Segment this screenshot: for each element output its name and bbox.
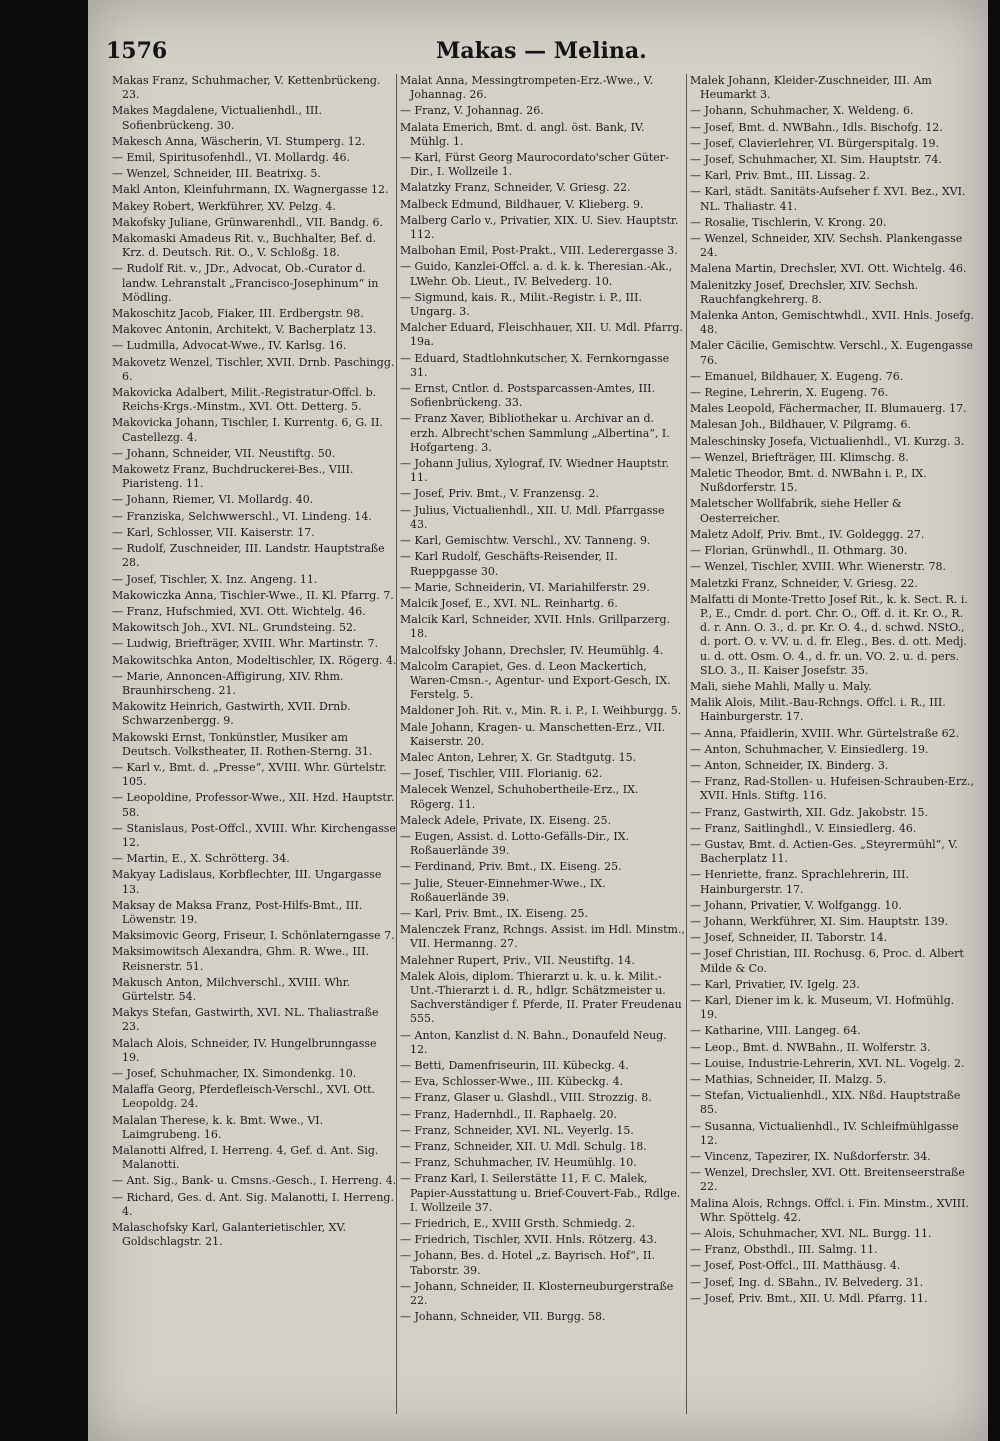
directory-entry: — Karl, Gemischtw. Verschl., XV. Tanneng. 9. [400,534,651,548]
directory-entry: Makowetz Franz, Buchdruckerei-Bes., VIII. Piaristeng. 11. [112,463,354,491]
directory-entry: Makovec Antonin, Architekt, V. Bacherplatz 13. [112,323,377,337]
directory-entry: — Josef, Tischler, X. Inz. Angeng. 11. [112,572,318,586]
directory-entry: — Marie, Schneiderin, VI. Mariahilferstr. 29. [400,580,650,594]
directory-entry: Malina Alois, Rchngs. Offcl. i. Fin. Minstm., XVIII. Whr. Spöttelg. 42. [690,1196,969,1224]
directory-entry: — Karl, städt. Sanitäts-Aufseher f. XVI. Bez., XVI. NL. Thaliastr. 41. [690,185,966,213]
directory-entry: — Karl v., Bmt. d. „Presse“, XVIII. Whr. Gürtelstr. 105. [112,760,387,789]
directory-entry: — Franz Xaver, Bibliothekar u. Archivar an d. erzh. Albrecht'schen Sammlung „Albertina“, I. Hofgarteng. 3. [400,412,670,454]
directory-entry: — Stefan, Victualienhdl., XIX. Nßd. Hauptstraße 85. [690,1089,961,1117]
directory-entry: Malcolfsky Johann, Drechsler, IV. Heumühlg. 4. [400,643,664,657]
directory-entry: — Franz, Rad-Stollen- u. Hufeisen-Schrauben-Erz., XVII. Hnls. Stiftg. 116. [690,775,975,803]
directory-entry: Malehner Rupert, Priv., VII. Neustiftg. 14. [400,953,635,967]
directory-entry: — Ferdinand, Priv. Bmt., IX. Eiseng. 25. [400,860,622,874]
directory-entry: — Louise, Industrie-Lehrerin, XVI. NL. Vogelg. 2. [690,1056,965,1070]
directory-entry: Malcolm Carapiet, Ges. d. Leon Mackertich, Waren-Cmsn.-, Agentur- und Export-Gesch, IX. Ferstelg. 5. [400,659,671,702]
directory-entry: — Gustav, Bmt. d. Actien-Ges. „Steyrermühl“, V. Bacherplatz 11. [690,837,958,866]
directory-entry: — Josef, Tischler, VIII. Florianig. 62. [400,767,603,781]
directory-entry: Maldoner Joh. Rit. v., Min. R. i. P., I. Weihburgg. 5. [400,704,682,718]
directory-entry: Malenczek Franz, Rchngs. Assist. im Hdl. Minstm., VII. Hermanng. 27. [400,923,685,951]
directory-entry: — Marie, Annoncen-Affigirung, XIV. Rhm. Braunhirscheng. 21. [112,669,344,697]
directory-entry: — Franz, Gastwirth, XII. Gdz. Jakobstr. 15. [690,805,928,819]
directory-entry: — Friedrich, E., XVIII Grsth. Schmiedg. 2. [400,1217,636,1231]
directory-entry: — Florian, Grünwhdl., II. Othmarg. 30. [690,544,908,558]
directory-entry: — Ernst, Cntlor. d. Postsparcassen-Amtes, III. Sofienbrückeng. 33. [400,382,656,410]
directory-entry: Makes Magdalene, Victualienhdl., III. Sofienbrückeng. 30. [112,104,323,132]
directory-entry: — Rudolf Rit. v., JDr., Advocat, Ob.-Curator d. landw. Lehranstalt „Francisco-Josephinum“ in Mödling. [112,262,379,304]
directory-entry: — Franz, Schuhmacher, IV. Heumühlg. 10. [400,1156,637,1170]
directory-entry: — Rudolf, Zuschneider, III. Landstr. Hauptstraße 28. [112,542,385,570]
directory-entry: — Martin, E., X. Schrötterg. 34. [112,852,290,866]
directory-entry: — Johann Julius, Xylograf, IV. Wiedner Hauptstr. 11. [400,457,670,485]
directory-entry: Makomaski Amadeus Rit. v., Buchhalter, Bef. d. Krz. d. Deutsch. Rit. O., V. Schloßg. 18. [112,232,377,260]
directory-entry: Maleck Adele, Private, IX. Eiseng. 25. [400,813,612,827]
directory-entry: — Johann, Werkführer, XI. Sim. Hauptstr. 139. [690,914,949,928]
directory-entry: Malfatti di Monte-Tretto Josef Rit., k. k. Sect. R. i. P., E., Cmdr. d. port. Chr. O., Off. d. it. Kr. O., R. d. r. Ann. O. 3., d. pr. Kr. O. 4., d. schwd. NStO., d. port. O. v. VV. u. d. fr. Eleg., Bes. d. ott. Medj. u. d. ott. Osm. O. 4., d. fr. un. VO. 2. u. d. pers. SLO. 3., II. Kaiser Josefstr. 35. [690,592,968,677]
directory-entry: Maksay de Maksa Franz, Post-Hilfs-Bmt., III. Löwenstr. 19. [112,898,363,926]
directory-entry: — Karl Rudolf, Geschäfts-Reisender, II. Rueppgasse 30. [400,550,618,578]
directory-entry: — Josef, Priv. Bmt., V. Franzensg. 2. [400,487,599,501]
directory-entry: Malalan Therese, k. k. Bmt. Wwe., VI. Laimgrubeng. 16. [112,1113,324,1141]
directory-entry: — Josef, Bmt. d. NWBahn., Idls. Bischofg. 12. [690,120,943,134]
directory-entry: Malanotti Alfred, I. Herreng. 4, Gef. d. Ant. Sig. Malanotti. [112,1144,379,1172]
directory-entry: — Katharine, VIII. Langeg. 64. [690,1024,861,1038]
directory-entry: Malenka Anton, Gemischtwhdl., XVII. Hnls. Josefg. 48. [690,309,974,337]
directory-entry: — Julius, Victualienhdl., XII. U. Mdl. Pfarrgasse 43. [400,503,665,531]
directory-entry: — Franz, V. Johannag. 26. [400,104,544,118]
directory-entry: — Franz, Schneider, XVI. NL. Veyerlg. 15. [400,1123,634,1137]
directory-entry: Malek Alois, diplom. Thierarzt u. k. u. k. Milit.-Unt.-Thierarzt i. d. R., hdlgr. Schätzmeister u. Sachverständiger f. Pferde, II. Prater Freudenau 555. [400,969,682,1026]
directory-entry: — Josef, Ing. d. SBahn., IV. Belvederg. 31. [690,1275,924,1289]
directory-entry: Makey Robert, Werkführer, XV. Pelzg. 4. [112,199,336,213]
directory-entry: — Emil, Spiritusofenhdl., VI. Mollardg. 46. [112,151,351,165]
directory-entry: — Franziska, Selchwwerschl., VI. Lindeng. 14. [112,509,372,523]
directory-entry: — Josef, Schuhmacher, IX. Simondenkg. 10. [112,1067,357,1080]
directory-entry: — Wenzel, Tischler, XVIII. Whr. Wienerstr. 78. [690,560,946,574]
directory-entry: — Ludmilla, Advocat-Wwe., IV. Karlsg. 16. [112,339,347,353]
directory-entry: Makusch Anton, Milchverschl., XVIII. Whr. Gürtelstr. 54. [112,975,351,1003]
directory-entry: Makofsky Juliane, Grünwarenhdl., VII. Bandg. 6. [112,215,383,229]
directory-entry: — Franz, Glaser u. Glashdl., VIII. Strozzig. 8. [400,1091,652,1105]
directory-entry: — Johann, Schneider, II. Klosterneuburgerstraße 22. [400,1279,674,1308]
directory-entry: — Karl, Privatier, IV. Igelg. 23. [690,977,860,991]
directory-entry: — Josef Christian, III. Rochusg. 6, Proc. d. Albert Milde & Co. [690,947,964,975]
directory-entry: — Richard, Ges. d. Ant. Sig. Malanotti, I. Herreng. 4. [112,1190,394,1218]
directory-entry: Malat Anna, Messingtrompeten-Erz.-Wwe., V. Johannag. 26. [400,74,654,102]
directory-entry: — Wenzel, Drechsler, XVI. Ott. Breitenseerstraße 22. [690,1166,965,1194]
directory-entry: Maksimovic Georg, Friseur, I. Schönlaterngasse 7. [112,929,395,943]
directory-entry: — Anna, Pfaidlerin, XVIII. Whr. Gürtelstraße 62. [690,726,960,740]
directory-entry: — Johann, Schuhmacher, X. Weldeng. 6. [690,104,914,118]
directory-entry: — Josef, Schneider, II. Taborstr. 14. [690,931,888,945]
directory-entry: — Mathias, Schneider, II. Malzg. 5. [690,1073,887,1086]
column-middle [400,74,685,1414]
directory-entry: Makowitsch Joh., XVI. NL. Grundsteing. 52. [112,621,357,635]
directory-entry: Malbeck Edmund, Bildhauer, V. Klieberg. 9. [400,197,644,211]
directory-entry: — Sigmund, kais. R., Milit.-Registr. i. P., III. Ungarg. 3. [400,290,642,319]
directory-entry: — Vincenz, Tapezirer, IX. Nußdorferstr. 34. [690,1150,931,1164]
directory-entry: — Franz, Saitlinghdl., V. Einsiedlerg. 46. [690,821,917,835]
directory-entry: — Johann, Schneider, VII. Burgg. 58. [400,1310,606,1324]
directory-entry: — Franz, Schneider, XII. U. Mdl. Schulg. 18. [400,1140,647,1154]
directory-entry: — Karl, Priv. Bmt., III. Lissag. 2. [690,169,870,183]
directory-entry: Makl Anton, Kleinfuhrmann, IX. Wagnergasse 12. [112,183,389,197]
directory-entry: Malesan Joh., Bildhauer, V. Pilgramg. 6. [690,418,911,432]
directory-entry: Malecek Wenzel, Schuhobertheile-Erz., IX. Rögerg. 11. [400,783,639,811]
directory-entry: Makovicka Adalbert, Milit.-Registratur-Offcl. b. Reichs-Krgs.-Minstm., XVI. Ott. Detterg. 5. [112,386,377,414]
directory-entry: Makowitschka Anton, Modeltischler, IX. Rögerg. 4. [112,653,397,667]
directory-entry: Maletic Theodor, Bmt. d. NWBahn i. P., IX. Nußdorferstr. 15. [690,467,927,495]
directory-entry: Malberg Carlo v., Privatier, XIX. U. Siev. Hauptstr. 112. [400,213,679,242]
directory-entry: — Rosalie, Tischlerin, V. Krong. 20. [690,215,887,229]
directory-entry: Maler Cäcilie, Gemischtw. Verschl., X. Eugengasse 76. [690,339,974,367]
directory-entry: — Franz, Hufschmied, XVI. Ott. Wichtelg. 46. [112,604,366,618]
directory-entry: Maksimowitsch Alexandra, Ghm. R. Wwe., III. Reisnerstr. 51. [112,945,369,973]
directory-entry: — Johann, Schneider, VII. Neustiftg. 50. [112,446,336,460]
directory-entry: Malatzky Franz, Schneider, V. Griesg. 22. [400,181,631,195]
directory-entry: Male Johann, Kragen- u. Manschetten-Erz., VII. Kaiserstr. 20. [400,720,666,748]
column-right [690,74,975,1414]
directory-entry: — Betti, Damenfriseurin, III. Kübeckg. 4. [400,1059,629,1072]
directory-entry: — Eugen, Assist. d. Lotto-Gefälls-Dir., IX. Roßauerlände 39. [400,829,630,858]
directory-entry: Malata Emerich, Bmt. d. angl. öst. Bank, IV. Mühlg. 1. [400,120,645,148]
directory-entry: Malaffa Georg, Pferdefleisch-Verschl., XVI. Ott. Leopoldg. 24. [112,1083,376,1111]
directory-entry: Malik Alois, Milit.-Bau-Rchngs. Offcl. i. R., III. Hainburgerstr. 17. [690,696,946,724]
directory-entry: Makovetz Wenzel, Tischler, XVII. Drnb. Paschingg. 6. [112,355,395,383]
page-number: 1576 [106,38,168,64]
directory-entry: — Julie, Steuer-Einnehmer-Wwe., IX. Roßauerlände 39. [400,876,606,904]
directory-entry: Maletscher Wollfabrik, siehe Heller & Oesterreicher. [690,497,902,525]
directory-entry: — Josef, Clavierlehrer, VI. Bürgerspitalg. 19. [690,136,940,150]
directory-entry: — Franz Karl, I. Seilerstätte 11, F. C. Malek, Papier-Ausstattung u. Brief-Couvert-Fab., Rdlge. I. Wollzeile 37. [400,1172,681,1214]
directory-entry: — Johann, Privatier, V. Wolfgangg. 10. [690,898,902,912]
directory-entry: — Regine, Lehrerin, X. Eugeng. 76. [690,386,889,400]
directory-entry: — Anton, Schneider, IX. Binderg. 3. [690,758,889,772]
directory-entry: — Johann, Riemer, VI. Mollardg. 40. [112,493,314,507]
directory-entry: Makesch Anna, Wäscherin, VI. Stumperg. 12. [112,134,366,148]
directory-entry: — Karl, Diener im k. k. Museum, VI. Hofmühlg. 19. [690,993,955,1022]
directory-entry: Makas Franz, Schuhmacher, V. Kettenbrückeng. 23. [112,74,381,102]
running-head: Makas — Melina. [436,38,647,64]
directory-entry: — Eduard, Stadtlohnkutscher, X. Fernkorngasse 31. [400,351,670,379]
directory-entry: — Alois, Schuhmacher, XVI. NL. Burgg. 11. [690,1227,932,1241]
directory-entry: Malcher Eduard, Fleischhauer, XII. U. Mdl. Pfarrg. 19a. [400,321,683,349]
column-divider [686,74,687,1414]
directory-entry: Maletz Adolf, Priv. Bmt., IV. Goldeggg. 27. [690,527,925,541]
directory-entry: Malcik Josef, E., XVI. NL. Reinhartg. 6. [400,596,618,610]
directory-entry: Malek Johann, Kleider-Zuschneider, III. Am Heumarkt 3. [690,74,932,102]
directory-entry: Malcik Karl, Schneider, XVII. Hnls. Grillparzerg. 18. [400,613,671,641]
column-left [112,74,397,1414]
directory-entry: Makys Stefan, Gastwirth, XVI. NL. Thaliastraße 23. [112,1006,379,1034]
directory-entry: Makovicka Johann, Tischler, I. Kurrentg. 6, G. II. Castellezg. 4. [112,416,383,444]
directory-entry: Malenitzky Josef, Drechsler, XIV. Sechsh. Rauchfangkehrerg. 8. [690,278,919,306]
directory-entry: — Stanislaus, Post-Offcl., XVIII. Whr. Kirchengasse 12. [112,821,396,849]
directory-entry: — Karl, Fürst Georg Maurocordato'scher Güter-Dir., I. Wollzeile 1. [400,151,669,179]
directory-entry: — Anton, Schuhmacher, V. Einsiedlerg. 19. [690,742,929,756]
directory-entry: Malaschofsky Karl, Galanterietischler, XV. Goldschlagstr. 21. [112,1221,347,1249]
directory-entry: Malena Martin, Drechsler, XVI. Ott. Wichtelg. 46. [690,262,967,276]
directory-entry: Maletzki Franz, Schneider, V. Griesg. 22. [690,576,918,590]
directory-entry: Malach Alois, Schneider, IV. Hungelbrunngasse 19. [112,1036,377,1064]
directory-entry: — Eva, Schlosser-Wwe., III. Kübeckg. 4. [400,1075,624,1089]
directory-entry: — Henriette, franz. Sprachlehrerin, III. Hainburgerstr. 17. [690,868,909,896]
directory-entry: Makowiczka Anna, Tischler-Wwe., II. Kl. Pfarrg. 7. [112,588,394,602]
directory-entry: — Wenzel, Schneider, XIV. Sechsh. Plankengasse 24. [690,232,963,260]
directory-entry: — Karl, Priv. Bmt., IX. Eiseng. 25. [400,906,589,920]
directory-entry: — Susanna, Victualienhdl., IV. Schleifmühlgasse 12. [690,1119,959,1147]
directory-entry: — Franz, Obsthdl., III. Salmg. 11. [690,1243,878,1257]
directory-entry: Makoschitz Jacob, Fiaker, III. Erdbergstr. 98. [112,307,364,321]
page-header [106,38,976,68]
directory-entry: — Emanuel, Bildhauer, X. Eugeng. 76. [690,369,904,383]
directory-entry: — Wenzel, Briefträger, III. Klimschg. 8. [690,450,909,464]
directory-entry: — Josef, Schuhmacher, XI. Sim. Hauptstr. 74. [690,153,943,167]
directory-entry: Mali, siehe Mahli, Mally u. Maly. [690,679,872,693]
directory-entry: — Leopoldine, Professor-Wwe., XII. Hzd. Hauptstr. 58. [112,791,395,819]
directory-entry: Makowitz Heinrich, Gastwirth, XVII. Drnb. Schwarzenbergg. 9. [112,700,351,728]
directory-entry: — Leop., Bmt. d. NWBahn., II. Wolferstr. 3. [690,1040,931,1054]
directory-entry: — Guido, Kanzlei-Offcl. a. d. k. k. Theresian.-Ak., LWehr. Ob. Lieut., IV. Belvederg. 10. [400,260,673,288]
directory-entry: — Franz, Hadernhdl., II. Raphaelg. 20. [400,1107,618,1121]
directory-entry: — Wenzel, Schneider, III. Beatrixg. 5. [112,167,321,181]
directory-entry: — Karl, Schlosser, VII. Kaiserstr. 17. [112,525,315,539]
directory-entry: — Ludwig, Briefträger, XVIII. Whr. Martinstr. 7. [112,637,379,651]
directory-entry: — Johann, Bes. d. Hotel „z. Bayrisch. Hof“, II. Taborstr. 39. [400,1249,656,1277]
directory-entry: Malec Anton, Lehrer, X. Gr. Stadtgutg. 15. [400,750,637,764]
directory-entry: — Ant. Sig., Bank- u. Cmsns.-Gesch., I. Herreng. 4. [112,1174,397,1188]
directory-entry: Makowski Ernst, Tonkünstler, Musiker am Deutsch. Volkstheater, II. Rothen-Sterng. 31. [112,730,373,758]
directory-entry: — Josef, Post-Offcl., III. Matthäusg. 4. [690,1259,901,1273]
directory-entry: Makyay Ladislaus, Korbflechter, III. Ungargasse 13. [112,868,382,896]
directory-entry: — Friedrich, Tischler, XVII. Hnls. Rötzerg. 43. [400,1233,657,1247]
directory-entry: Maleschinsky Josefa, Victualienhdl., VI. Kurzg. 3. [690,434,965,448]
directory-entry: — Anton, Kanzlist d. N. Bahn., Donaufeld Neug. 12. [400,1028,667,1056]
directory-entry: — Josef, Priv. Bmt., XII. U. Mdl. Pfarrg. 11. [690,1291,928,1305]
directory-entry: Males Leopold, Fächermacher, II. Blumauerg. 17. [690,402,967,416]
directory-entry: Malbohan Emil, Post-Prakt., VIII. Lederergasse 3. [400,244,678,258]
